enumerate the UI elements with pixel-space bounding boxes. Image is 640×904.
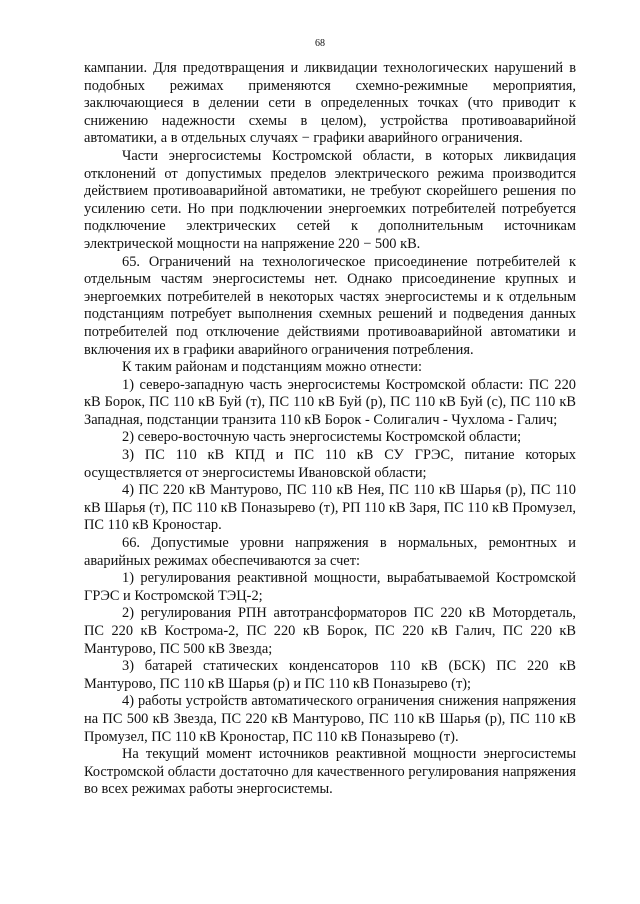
list-item-northwest: 1) северо-западную часть энергосистемы Костромской области: ПС 220 кВ Борок, ПС 110 кВ Буй (т), ПС 110 кВ Буй (р), ПС 110 кВ Буй (с), ПС 110 кВ Западная, подстанции транзита 110 кВ Борок - Солигалич - Чухлома - Галич; — [84, 376, 576, 428]
list-item-kpd-sugres: 3) ПС 110 кВ КПД и ПС 110 кВ СУ ГРЭС, питание которых осуществляется от энергосистемы Ивановской области; — [84, 447, 576, 481]
paragraph-continuation: кампании. Для предотвращения и ликвидации технологических нарушений в подобных режимах применяются схемно-режимные мероприятия, заключающиеся в делении сети в определенных точках (что приводит к снижению надежности схемы в целом), устройства противоаварийной автоматики, а в отдельных случаях − графики аварийного ограничения. — [84, 60, 576, 147]
page-number: 68 — [315, 38, 325, 49]
list-item-rpn: 2) регулирования РПН автотрансформаторов ПС 220 кВ Мотордеталь, ПС 220 кВ Кострома-2, ПС 220 кВ Борок, ПС 220 кВ Галич, ПС 220 кВ Мантурово, ПС 500 кВ Звезда; — [84, 605, 576, 657]
list-item-northeast: 2) северо-восточную часть энергосистемы Костромской области; — [122, 429, 522, 446]
list-item-aosn: 4) работы устройств автоматического ограничения снижения напряжения на ПС 500 кВ Звезда, ПС 220 кВ Мантурово, ПС 110 кВ Шарья (р), ПС 110 кВ Промузел, ПС 110 кВ Кроностар, ПС 110 кВ Поназырево (т). — [84, 693, 576, 745]
list-item-reactive-power: 1) регулирования реактивной мощности, вырабатываемой Костромской ГРЭС и Костромской ТЭЦ-2; — [84, 570, 576, 604]
document-body — [84, 60, 576, 799]
paragraph-66: 66. Допустимые уровни напряжения в нормальных, ремонтных и аварийных режимах обеспечиваются за счет: — [84, 535, 576, 569]
paragraph-65: 65. Ограничений на технологическое присоединение потребителей к отдельным частям энергосистемы нет. Однако присоединение крупных и энергоемких потребителей в некоторых частях энергосистемы и к отдельным подстанциям потребует выполнения схемных решений и подведения данных потребителей под отключение действиями противоаварийной автоматики и включения их в графики аварийного ограничения потребления. — [84, 253, 576, 358]
list-item-manturovo: 4) ПС 220 кВ Мантурово, ПС 110 кВ Нея, ПС 110 кВ Шарья (р), ПС 110 кВ Шарья (т), ПС 110 кВ Поназырево (т), РП 110 кВ Заря, ПС 110 кВ Промузел, ПС 110 кВ Кроностар. — [84, 482, 576, 534]
list-item-bsk: 3) батарей статических конденсаторов 110 кВ (БСК) ПС 220 кВ Мантурово, ПС 110 кВ Шарья (р) и ПС 110 кВ Поназырево (т); — [84, 658, 576, 692]
paragraph-districts-intro: К таким районам и подстанциям можно отнести: — [122, 359, 422, 376]
paragraph-energy-parts: Части энергосистемы Костромской области, в которых ликвидация отклонений от допустимых пределов электрического режима производится действием противоаварийной автоматики, не требуют скорейшего решения по усилению сети. Но при подключении энергоемких потребителей потребуется подключение электрических сетей к дополнительным источникам электрической мощности на напряжение 220 − 500 кВ. — [84, 147, 576, 252]
paragraph-conclusion: На текущий момент источников реактивной мощности энергосистемы Костромской области достаточно для качественного регулирования напряжения во всех режимах работы энергосистемы. — [84, 746, 576, 798]
